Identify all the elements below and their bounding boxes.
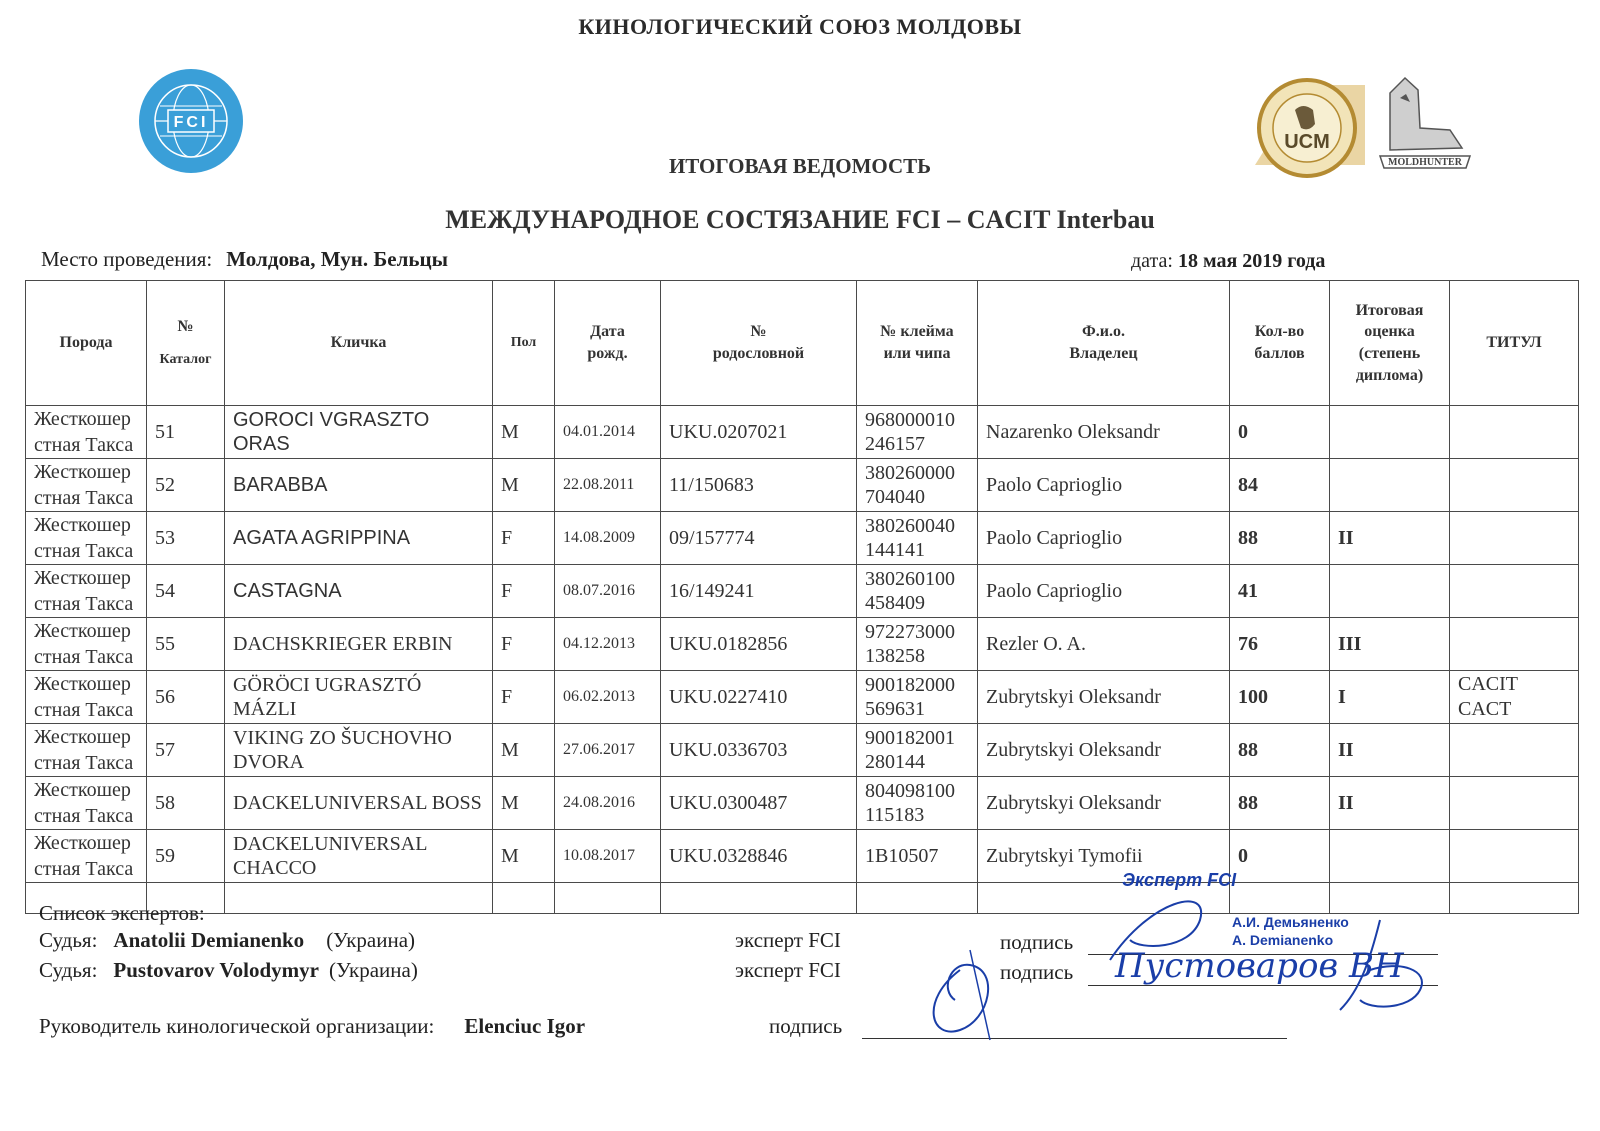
breed-line-1: Жесткошер — [34, 673, 131, 695]
moldhunter-logo-text: MOLDHUNTER — [1388, 157, 1462, 168]
expert-fci-stamp: Эксперт FCI — [1122, 870, 1237, 890]
cell-chip — [857, 406, 978, 459]
cell-breed — [26, 459, 147, 512]
cell-title — [1450, 777, 1579, 830]
chip-line-1: 380260100 — [865, 568, 955, 590]
table-header-row — [26, 281, 1579, 406]
breed-line-2: стная Такса — [34, 752, 134, 774]
cell-pedigree: UKU.0328846 — [661, 830, 857, 883]
col-sex-header: Пол — [493, 281, 555, 406]
cell-pedigree: UKU.0227410 — [661, 671, 857, 724]
judge-sign-label: подпись — [1000, 930, 1074, 954]
chip-line-1: 380260000 — [865, 462, 955, 484]
cell-grade: I — [1330, 671, 1450, 724]
cell-grade: II — [1330, 777, 1450, 830]
cell-chip — [857, 777, 978, 830]
cell-points: 88 — [1230, 512, 1330, 565]
judge-label: Судья: — [39, 958, 98, 982]
cell-pedigree: 11/150683 — [661, 459, 857, 512]
table-row — [26, 512, 1579, 565]
judge-row-2 — [39, 958, 418, 983]
cell-owner: Zubrytskyi Oleksandr — [978, 671, 1230, 724]
date-line — [1131, 250, 1325, 273]
cell-pedigree: UKU.0300487 — [661, 777, 857, 830]
cell-points: 0 — [1230, 406, 1330, 459]
col-points-header — [1230, 281, 1330, 406]
stamp-name-en: A. Demianenko — [1232, 932, 1334, 948]
cell-dog-name: AGATA AGRIPPINA — [225, 512, 493, 565]
col-birth-top: Дата — [590, 323, 625, 341]
cell-dog-name: DACKELUNIVERSAL BOSS — [225, 777, 493, 830]
breed-line-2: стная Такса — [34, 593, 134, 615]
table-row — [26, 618, 1579, 671]
results-body — [26, 406, 1579, 914]
cell-points: 100 — [1230, 671, 1330, 724]
chip-line-2: 458409 — [865, 592, 925, 614]
ucm-logo-text: UCM — [1284, 131, 1330, 153]
date-value: 18 мая 2019 года — [1177, 250, 1326, 272]
breed-line-2: стная Такса — [34, 434, 134, 456]
chip-line-2: 704040 — [865, 486, 925, 508]
experts-list-label: Список экспертов: — [39, 901, 205, 925]
cell-grade: II — [1330, 724, 1450, 777]
cell-points: 0 — [1230, 830, 1330, 883]
cell-title — [1450, 618, 1579, 671]
chip-line-1: 972273000 — [865, 621, 955, 643]
cell-dog-name: GÖRÖCI UGRASZTÓ MÁZLI — [225, 671, 493, 724]
cell-chip — [857, 618, 978, 671]
cell-sex: M — [493, 777, 555, 830]
chip-line-2: 144141 — [865, 539, 925, 561]
judge-sign-label: подпись — [1000, 960, 1074, 984]
cell-title — [1450, 565, 1579, 618]
cell-chip — [857, 830, 978, 883]
cell-birth-date: 04.01.2014 — [555, 406, 661, 459]
cell-grade — [1330, 406, 1450, 459]
cell-owner: Paolo Caprioglio — [978, 459, 1230, 512]
cell-birth-date: 10.08.2017 — [555, 830, 661, 883]
cell-breed — [26, 830, 147, 883]
document-title: ИТОГОВАЯ ВЕДОМОСТЬ — [668, 154, 932, 178]
cell-grade — [1330, 459, 1450, 512]
chip-line-2: 569631 — [865, 698, 925, 720]
col-owner-header — [978, 281, 1230, 406]
breed-line-2: стная Такса — [34, 646, 134, 668]
col-points-bottom: баллов — [1254, 345, 1305, 362]
cell-sex: M — [493, 459, 555, 512]
col-chip-header — [857, 281, 978, 406]
cell-sex: M — [493, 724, 555, 777]
judge-row-1 — [39, 928, 415, 953]
cell-owner: Nazarenko Oleksandr — [978, 406, 1230, 459]
chip-line-2: 138258 — [865, 645, 925, 667]
cell-catalog-no: 57 — [147, 724, 225, 777]
cell-catalog-no: 54 — [147, 565, 225, 618]
cell-owner: Rezler O. A. — [978, 618, 1230, 671]
cell-pedigree: UKU.0336703 — [661, 724, 857, 777]
head-sign-label: подпись — [769, 1014, 843, 1038]
cell-title — [1450, 671, 1579, 724]
cell-birth-date: 14.08.2009 — [555, 512, 661, 565]
cell-breed — [26, 512, 147, 565]
cell-pedigree: 09/157774 — [661, 512, 857, 565]
col-pedigree-top: № — [750, 323, 767, 341]
col-catalog-header — [147, 281, 225, 406]
title-line-2: CACT — [1458, 698, 1512, 720]
col-chip-top: № клейма — [880, 323, 954, 341]
chip-line-2: 115183 — [865, 804, 925, 826]
venue-value: Молдова, Мун. Бельцы — [226, 247, 448, 271]
col-birth-header — [555, 281, 661, 406]
chip-line-2: 280144 — [865, 751, 925, 773]
handwritten-signatures — [900, 880, 1460, 1050]
cell-chip — [857, 512, 978, 565]
cell-grade — [1330, 830, 1450, 883]
judge-country: (Украина) — [328, 958, 418, 982]
cell-pedigree: 16/149241 — [661, 565, 857, 618]
col-name-header: Кличка — [225, 281, 493, 406]
col-grade-line-2: оценка — [1364, 323, 1415, 341]
breed-line-2: стная Такса — [34, 699, 134, 721]
breed-line-2: стная Такса — [34, 858, 134, 880]
venue-label: Место проведения: — [41, 247, 213, 271]
col-breed-header: Порода — [26, 281, 147, 406]
table-row — [26, 459, 1579, 512]
cell-dog-name: BARABBA — [225, 459, 493, 512]
col-chip-bottom: или чипа — [883, 345, 951, 362]
col-grade-line-1: Итоговая — [1355, 301, 1424, 319]
col-grade-line-4: диплома) — [1355, 366, 1424, 384]
cell-breed — [26, 565, 147, 618]
breed-line-1: Жесткошер — [34, 779, 131, 801]
cell-title — [1450, 459, 1579, 512]
chip-line-1: 804098100 — [865, 780, 955, 802]
breed-line-1: Жесткошер — [34, 567, 131, 589]
col-owner-top: Ф.и.о. — [1082, 323, 1125, 341]
cell-birth-date: 24.08.2016 — [555, 777, 661, 830]
cell-birth-date: 22.08.2011 — [555, 459, 661, 512]
fci-logo-text: FCI — [173, 114, 209, 131]
breed-line-1: Жесткошер — [34, 726, 131, 748]
breed-line-1: Жесткошер — [34, 408, 131, 430]
cell-owner: Zubrytskyi Oleksandr — [978, 724, 1230, 777]
col-owner-bottom: Владелец — [1069, 345, 1138, 362]
cell-catalog-no: 56 — [147, 671, 225, 724]
cell-breed — [26, 777, 147, 830]
cell-dog-name: GOROCI VGRASZTO ORAS — [225, 406, 493, 459]
breed-line-1: Жесткошер — [34, 461, 131, 483]
empty-cell — [225, 883, 493, 914]
empty-cell — [493, 883, 555, 914]
cell-title — [1450, 512, 1579, 565]
cell-birth-date: 08.07.2016 — [555, 565, 661, 618]
cell-owner: Paolo Caprioglio — [978, 565, 1230, 618]
empty-cell — [555, 883, 661, 914]
judge-name: Pustovarov Volodymyr — [113, 958, 319, 982]
cell-points: 41 — [1230, 565, 1330, 618]
cell-chip — [857, 671, 978, 724]
chip-line-1: 968000010 — [865, 409, 955, 431]
cell-sex: F — [493, 565, 555, 618]
head-label: Руководитель кинологической организации: — [39, 1014, 435, 1038]
judge-country: (Украина) — [326, 928, 416, 952]
breed-line-2: стная Такса — [34, 487, 134, 509]
cell-title — [1450, 830, 1579, 883]
title-line-1: CACIT — [1458, 673, 1518, 695]
cell-pedigree: UKU.0182856 — [661, 618, 857, 671]
cell-grade: III — [1330, 618, 1450, 671]
cell-grade — [1330, 565, 1450, 618]
col-pedigree-header — [661, 281, 857, 406]
table-row — [26, 565, 1579, 618]
cell-chip — [857, 565, 978, 618]
judge-role: эксперт FCI — [735, 958, 841, 982]
col-grade-line-3: (степень — [1358, 345, 1421, 362]
judge-role: эксперт FCI — [735, 928, 841, 952]
cell-title — [1450, 406, 1579, 459]
date-label: дата: — [1131, 250, 1173, 272]
cell-birth-date: 04.12.2013 — [555, 618, 661, 671]
col-grade-header — [1330, 281, 1450, 406]
judge-name: Anatolii Demianenko — [113, 928, 305, 952]
head-name: Elenciuc Igor — [464, 1014, 586, 1038]
empty-cell — [661, 883, 857, 914]
cell-catalog-no: 55 — [147, 618, 225, 671]
results-table — [25, 280, 1579, 914]
cell-birth-date: 27.06.2017 — [555, 724, 661, 777]
cell-dog-name: VIKING ZO ŠUCHOVHO DVORA — [225, 724, 493, 777]
col-catalog-top: № — [177, 317, 194, 335]
cell-breed — [26, 618, 147, 671]
chip-line-1: 380260040 — [865, 515, 955, 537]
cell-birth-date: 06.02.2013 — [555, 671, 661, 724]
table-row — [26, 406, 1579, 459]
cell-points: 88 — [1230, 724, 1330, 777]
cell-breed — [26, 406, 147, 459]
breed-line-2: стная Такса — [34, 540, 134, 562]
cell-points: 84 — [1230, 459, 1330, 512]
col-points-top: Кол-во — [1254, 323, 1305, 341]
breed-line-1: Жесткошер — [34, 832, 131, 854]
event-title: МЕЖДУНАРОДНОЕ СОСТЯЗАНИЕ FCI – CACIT Interbau — [445, 205, 1155, 234]
empty-cell — [1450, 883, 1579, 914]
cell-chip — [857, 459, 978, 512]
handwritten-signature-text: Пустоваров ВН — [1115, 946, 1404, 986]
stamp-name-ru: А.И. Демьяненко — [1232, 914, 1349, 930]
cell-points: 76 — [1230, 618, 1330, 671]
col-catalog-bottom: Каталог — [159, 352, 212, 368]
cell-catalog-no: 52 — [147, 459, 225, 512]
venue-line — [41, 247, 448, 272]
cell-breed — [26, 671, 147, 724]
organization-title: КИНОЛОГИЧЕСКИЙ СОЮЗ МОЛДОВЫ — [578, 14, 1022, 39]
table-row — [26, 777, 1579, 830]
cell-grade: II — [1330, 512, 1450, 565]
cell-dog-name: CASTAGNA — [225, 565, 493, 618]
chip-line-1: 1B10507 — [865, 845, 939, 867]
head-of-organization — [39, 1014, 585, 1039]
chip-line-1: 900182001 — [865, 727, 955, 749]
col-pedigree-bottom: родословной — [712, 345, 805, 362]
cell-sex: F — [493, 671, 555, 724]
cell-sex: M — [493, 406, 555, 459]
chip-line-1: 900182000 — [865, 674, 955, 696]
breed-line-1: Жесткошер — [34, 514, 131, 536]
col-title-header: ТИТУЛ — [1450, 281, 1579, 406]
cell-owner: Paolo Caprioglio — [978, 512, 1230, 565]
table-row — [26, 830, 1579, 883]
cell-sex: F — [493, 618, 555, 671]
table-row — [26, 724, 1579, 777]
cell-chip — [857, 724, 978, 777]
breed-line-1: Жесткошер — [34, 620, 131, 642]
cell-title — [1450, 724, 1579, 777]
cell-catalog-no: 53 — [147, 512, 225, 565]
cell-catalog-no: 51 — [147, 406, 225, 459]
cell-pedigree: UKU.0207021 — [661, 406, 857, 459]
breed-line-2: стная Такса — [34, 805, 134, 827]
col-birth-bottom: рожд. — [587, 345, 628, 362]
cell-sex: M — [493, 830, 555, 883]
cell-catalog-no: 59 — [147, 830, 225, 883]
chip-line-2: 246157 — [865, 433, 925, 455]
cell-owner: Zubrytskyi Oleksandr — [978, 777, 1230, 830]
cell-dog-name: DACHSKRIEGER ERBIN — [225, 618, 493, 671]
cell-dog-name: DACKELUNIVERSAL CHACCO — [225, 830, 493, 883]
cell-breed — [26, 724, 147, 777]
cell-owner: Zubrytskyi Tymofii — [978, 830, 1230, 883]
table-row — [26, 671, 1579, 724]
cell-points: 88 — [1230, 777, 1330, 830]
judge-label: Судья: — [39, 928, 98, 952]
cell-catalog-no: 58 — [147, 777, 225, 830]
cell-sex: F — [493, 512, 555, 565]
